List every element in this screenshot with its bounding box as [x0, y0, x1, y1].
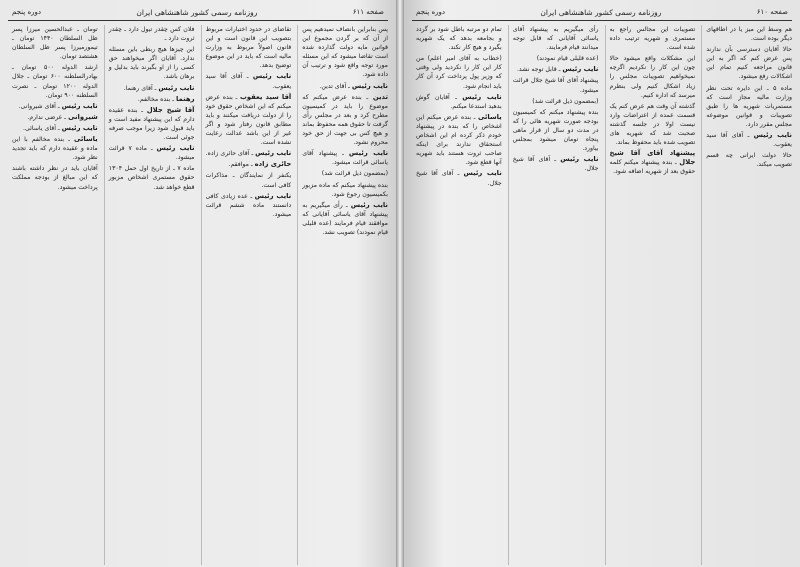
paragraph: نایب رئیس ـ آقای شیروانی. [18, 101, 98, 110]
page-gutter [396, 0, 404, 567]
text-column [201, 25, 292, 565]
paragraph [302, 181, 388, 199]
paragraph [416, 54, 502, 90]
paragraph: نایب رئیس ـ آقای آقا شیخ جلال. [416, 169, 502, 187]
page-header [412, 6, 792, 21]
paragraph-text: پیشنهاد آقای یاسائی قرائت میشود. [302, 150, 388, 167]
left-page [0, 0, 396, 567]
paragraph-text: حالا آقایان دسترسی بآن ندارند پس عرض کنم که اگر به این قانون مراجعه کنیم تمام این اشکالات رفع میشود. [706, 46, 792, 81]
paragraph-text: آقای یاسائی. [23, 124, 56, 132]
paragraph-text: هم وسط این میز یا در اطاقهای دیگر بوده است. [706, 26, 792, 43]
paragraph-text: بنده مخالفم با این ماده و عقیده دارم که باید تجدید نظر شود. [12, 136, 98, 162]
paragraph-text: آقای آقا سید یعقوب. [205, 73, 292, 90]
paragraph-text: پیشنهاد آقای آقا شیخ جلال قرائت میشود. [512, 77, 599, 94]
paragraph-text: بنده پیشنهاد میکنم که ماده مزبور بکمیسیون رجوع شود. [302, 181, 388, 198]
paragraph [12, 25, 98, 61]
paragraph-text: موافقم. [228, 161, 249, 169]
paragraph [12, 63, 98, 99]
paragraph-text: آقای شیروانی. [18, 102, 56, 110]
page-number: صفحه ۶۱۱ [352, 8, 384, 16]
paragraph-text: بنده پیشنهاد میکنم که کمیسیون بودجه صورت شهریه هائی را که در مدت دو سال از قرار ماهی پنجاه تومان میشود بمجلس بیاورد. [512, 108, 599, 153]
speaker-name: نایب رئیس [61, 123, 98, 132]
paragraph-text: آقای رهنما. [123, 84, 153, 92]
page-number: صفحه ۶۱۰ [756, 8, 788, 16]
paragraph-text: پس بنابراین بانصاف نمیدهیم پس از آن که بر گردن مجموع این قوانین مایه دولت گذارده شده است تقاضا میشود که این مسئله مورد توجه واقع شود و ترتیب آن داده شود. [302, 26, 388, 79]
paragraph-text: حالا دولت ایرانی چه قسم تصویب میکند. [706, 152, 792, 169]
paragraph-text: قابل توجه نشد. [516, 66, 557, 74]
speaker-name: نایب رئیس [254, 191, 292, 200]
paragraph-text: عرضی ندارم. [27, 113, 63, 121]
speaker-name: نایب رئیس [463, 169, 502, 178]
speaker-name: نایب رئیس [350, 200, 388, 209]
paragraph-text: ارشد الدوله ۵۰۰ تومان ـ بهادرالسلطنه ۶۰۰ تومان ـ جلال الدوله ۱۲۰۰ تومان ـ نصرت السلطنه ۹۰۰ تومان. [12, 64, 98, 99]
text-column [104, 25, 195, 565]
paragraph [416, 25, 502, 52]
paragraph [206, 171, 292, 189]
paragraph [12, 164, 98, 191]
paragraph: تدین ـ بنده عرض میکنم که موضوع را باید در کمیسیون مطرح کرد و بعد در مجلس رأی گرفت تا حقوق همه محفوظ بماند و هیچ کس بی جهت از حق خود محروم نشود. [302, 92, 388, 147]
speaker-name: رهنما [175, 94, 195, 103]
paragraph-text: ماده ۷ قرائت میشود. [108, 145, 195, 162]
text-columns [412, 25, 792, 565]
paragraph: شیروانی ـ عرضی ندارم. [27, 112, 98, 121]
paragraph: نایب رئیس ـ آقای آقا سید یعقوب. [706, 131, 792, 149]
paragraph: نایب رئیس ـ پیشنهاد آقای یاسائی قرائت میشود. [302, 149, 388, 167]
paragraph [109, 25, 195, 43]
paragraph-text: این مشکلات واقع میشود حالا چون این کار را نکردیم اگرچه نمیخواهیم تصویبات مجلس را زیاد اشکال کنیم ولی بنظرم میرسد که اداره کنیم. [609, 55, 696, 99]
paragraph: نایب رئیس ـ آقای یاسائی. [23, 123, 98, 132]
paragraph-text: آقای آقا سید یعقوب. [706, 132, 792, 149]
paragraph-text: (خطاب به آقای امیر اعلم) من کار این کار را نکردید ولی وقتی که وزیر پول پرداخت کرد آن کار باید انجام شود. [416, 55, 502, 90]
paragraph-text: آقایان گوش بدهید استدعا میکنم. [416, 93, 502, 110]
paragraph: نایب رئیس ـ آقای آقا شیخ جلال. [512, 155, 599, 173]
paragraph-text: بنده پیشنهاد میکنم کلمه حقوق بعد از شهریه اضافه شود. [609, 159, 696, 176]
paragraph: آقا سید یعقوب ـ بنده عرض میکنم که این اشخاص حقوق خود را از دولت دریافت میکنند و باید مطابق قانون رفتار شود و اگر غیر از این باشد عدالت رعایت نشده است. [205, 92, 292, 147]
paragraph: یاسائی ـ بنده مخالفم با این ماده و عقیده دارم که باید تجدید نظر شود. [12, 135, 98, 162]
paragraph [610, 25, 696, 52]
newspaper-title: روزنامه رسمی کشور شاهنشاهی ایران [540, 7, 662, 17]
paragraph-text: بنده عرض میکنم که موضوع را باید در کمیسیون مطرح کرد و بعد در مجلس رأی گرفت تا حقوق همه محفوظ بماند و هیچ کس بی جهت از حق خود محروم نشود. [302, 93, 388, 147]
paragraph: آقا شیخ جلال ـ بنده عقیده دارم که این پیشنهاد مفید است و باید قبول شود زیرا موجب صرفه جوئی است. [108, 105, 195, 142]
paragraph [610, 102, 696, 147]
paragraph-text: بنده عرض میکنم این اشخاص را که بنده در پیشنهاد خودم ذکر کرده ام این اشخاص استحقاق ندارند برای اینکه صاحب ثروت هستند باید شهریه آنها قطع شود. [416, 113, 502, 167]
paragraph [610, 54, 696, 99]
paragraph-text: رأی میگیریم به پیشنهاد آقای یاسائی آقایانی که موافقند قیام فرمایند (عده قلیلی قیام نمودند) تصویب نشد. [302, 201, 388, 236]
speaker-name: نایب رئیس [255, 149, 292, 158]
paragraph-text: یکنفر از نمایندگان ـ مذاکرات کافی است. [205, 172, 292, 189]
paragraph: نایب رئیس ـ آقای رهنما. [123, 83, 195, 92]
right-page [404, 0, 800, 567]
paragraph-text: تقاضای در حدود اختیارات مربوط بتصویب این قانون است و این قانون اصولاً مربوط به وزارت مالیه است که باید در این موضوع توضیح بدهد. [205, 26, 292, 70]
volume-label: دوره پنجم [416, 8, 446, 16]
newspaper-title: روزنامه رسمی کشور شاهنشاهی ایران [136, 7, 258, 17]
text-column [412, 25, 502, 565]
speaker-name: نایب رئیس [560, 155, 599, 164]
paragraph: نایب رئیس ـ ماده ۷ قرائت میشود. [108, 144, 195, 162]
paragraph-text: تصویبات این مجالس راجع به مستمری و شهریه ترتیب داده شده است. [609, 26, 696, 52]
paragraph-text: (بمضمون ذیل قرائت شد) [321, 170, 388, 178]
text-column [605, 25, 696, 565]
paragraph: یاسائی ـ بنده عرض میکنم این اشخاص را که بنده در پیشنهاد خودم ذکر کرده ام این اشخاص استحقاق ندارند برای اینکه صاحب ثروت هستند باید شهریه آنها قطع شود. [416, 112, 502, 167]
paragraph-text: ماده ۷ ـ از تاریخ اول حمل ۱۳۰۴ حقوق مستمری اشخاص مزبور قطع خواهد شد. [108, 165, 195, 191]
paragraph-text: تمام دو مرتبه باطل شود بر گردد و بجامعه بدهد که یک شهریه بگیرد و هیچ کار نکند. [416, 26, 502, 52]
paragraph [513, 108, 599, 153]
paragraph-text: ماده ۵ ـ این دایره تحت نظر وزارت مالیه مجاز است که مستمریات شهریه ها را طبق تصویبات و قوانین موضوعه مجلس مقرر دارد. [706, 84, 792, 128]
speaker-name: نایب رئیس [462, 92, 502, 101]
paragraph-text: تومان ـ عبدالحسین میرزا پسر ظل السلطان ۱۴۴۰ تومان ـ تیمورمیرزا پسر ظل السلطان هشتصد تومان. [12, 26, 98, 61]
paragraph-text: (بمضمون ذیل قرائت شد) [532, 97, 599, 105]
text-column [8, 25, 98, 565]
paragraph-text: فلان کس چقدر تیول دارد ـ چقدر ثروت دارد ـ [108, 26, 195, 43]
paragraph-text: آقایان باید در نظر داشته باشند که این مبالغ از بودجه مملکت پرداخت میشود. [12, 165, 98, 191]
paragraph-text: آقای تدین. [319, 82, 347, 90]
speaker-name: آقا شیخ جلال [146, 105, 195, 114]
paragraph-text: عده زیادی کافی دانستند ماده ششم قرائت میشود. [205, 192, 292, 218]
paragraph-text: این چیزها هیچ ربطی باین مسئله ندارد. آقایان اگر میخواهند حق کسی را از او بگیرند باید بدلیل و برهان باشد. [108, 46, 195, 81]
paragraph [513, 97, 599, 106]
paragraph: حائری زاده ـ موافقم. [228, 160, 292, 169]
speaker-name: حائری زاده [254, 160, 292, 169]
text-column [297, 25, 388, 565]
paragraph-text: آقای حائری زاده. [205, 150, 250, 158]
paragraph: نایب رئیس ـ آقای حائری زاده. [205, 149, 292, 158]
paragraph [513, 54, 599, 63]
paragraph-text: آقای آقا شیخ جلال. [512, 156, 599, 173]
speaker-name: نایب رئیس [156, 144, 195, 153]
speaker-name: نایب رئیس [562, 65, 599, 74]
paragraph: نایب رئیس ـ رأی میگیریم به پیشنهاد آقای یاسائی آقایانی که موافقند قیام فرمایند (عده قلیلی قیام نمودند) تصویب نشد. [302, 200, 388, 236]
paragraph: نایب رئیس ـ آقای آقا سید یعقوب. [205, 72, 292, 90]
paragraph [706, 25, 792, 43]
speaker-name: آقا سید یعقوب [240, 92, 292, 101]
text-columns [8, 25, 388, 565]
page-header [8, 6, 388, 21]
volume-label: دوره پنجم [12, 8, 42, 16]
paragraph-text: بنده عرض میکنم که این اشخاص حقوق خود را از دولت دریافت میکنند و باید مطابق قانون رفتار شود و اگر غیر از این باشد عدالت رعایت نشده است. [205, 93, 292, 147]
paragraph: نایب رئیس ـ قابل توجه نشد. [516, 65, 599, 74]
text-column [508, 25, 599, 565]
speaker-name: نایب رئیس [753, 131, 792, 140]
paragraph [206, 25, 292, 70]
paragraph: نایب رئیس ـ آقایان گوش بدهید استدعا میکنم. [416, 92, 502, 110]
paragraph [302, 25, 388, 80]
speaker-name: نایب رئیس [348, 149, 388, 158]
paragraph [109, 164, 195, 191]
paragraph-text: (عده قلیلی قیام نمودند) [536, 55, 599, 63]
speaker-name: نایب رئیس [351, 81, 388, 90]
paragraph-text: بنده مخالفم. [137, 95, 171, 103]
paragraph: نایب رئیس ـ آقای تدین. [319, 81, 388, 90]
speaker-name: پیشنهاد آقای آقا شیخ جلال [609, 149, 696, 167]
paragraph: پیشنهاد آقای آقا شیخ جلال ـ بنده پیشنهاد میکنم کلمه حقوق بعد از شهریه اضافه شود. [609, 149, 696, 176]
speaker-name: نایب رئیس [158, 83, 195, 92]
speaker-name: یاسائی [477, 112, 502, 121]
speaker-name: تدین [372, 92, 388, 101]
paragraph [109, 45, 195, 81]
text-column [701, 25, 792, 565]
paragraph: نایب رئیس ـ عده زیادی کافی دانستند ماده ششم قرائت میشود. [205, 191, 292, 218]
paragraph-text: رأی میگیریم به پیشنهاد آقای یاسائی آقایانی که قابل توجه میدانند قیام فرمایند. [512, 26, 599, 52]
paragraph [706, 84, 792, 129]
paragraph [706, 151, 792, 169]
paragraph: رهنما ـ بنده مخالفم. [137, 94, 195, 103]
paragraph-text: گذشته آن وقت هم عرض کنم یک قسمت عمده از اعتراضات وارد نیست اولا در جلسه گذشته صحبت شد که شهریه های تصویب شده باید محفوظ بماند. [609, 102, 696, 147]
speaker-name: نایب رئیس [61, 101, 98, 110]
speaker-name: یاسائی [73, 135, 98, 144]
paragraph [513, 76, 599, 94]
paragraph-text: آقای آقا شیخ جلال. [416, 170, 502, 187]
paragraph [302, 169, 388, 178]
speaker-name: نایب رئیس [252, 72, 292, 81]
paragraph-text: بنده عقیده دارم که این پیشنهاد مفید است و باید قبول شود زیرا موجب صرفه جوئی است. [108, 106, 195, 142]
paragraph [513, 25, 599, 52]
paragraph [706, 45, 792, 81]
speaker-name: شیروانی [68, 112, 98, 121]
